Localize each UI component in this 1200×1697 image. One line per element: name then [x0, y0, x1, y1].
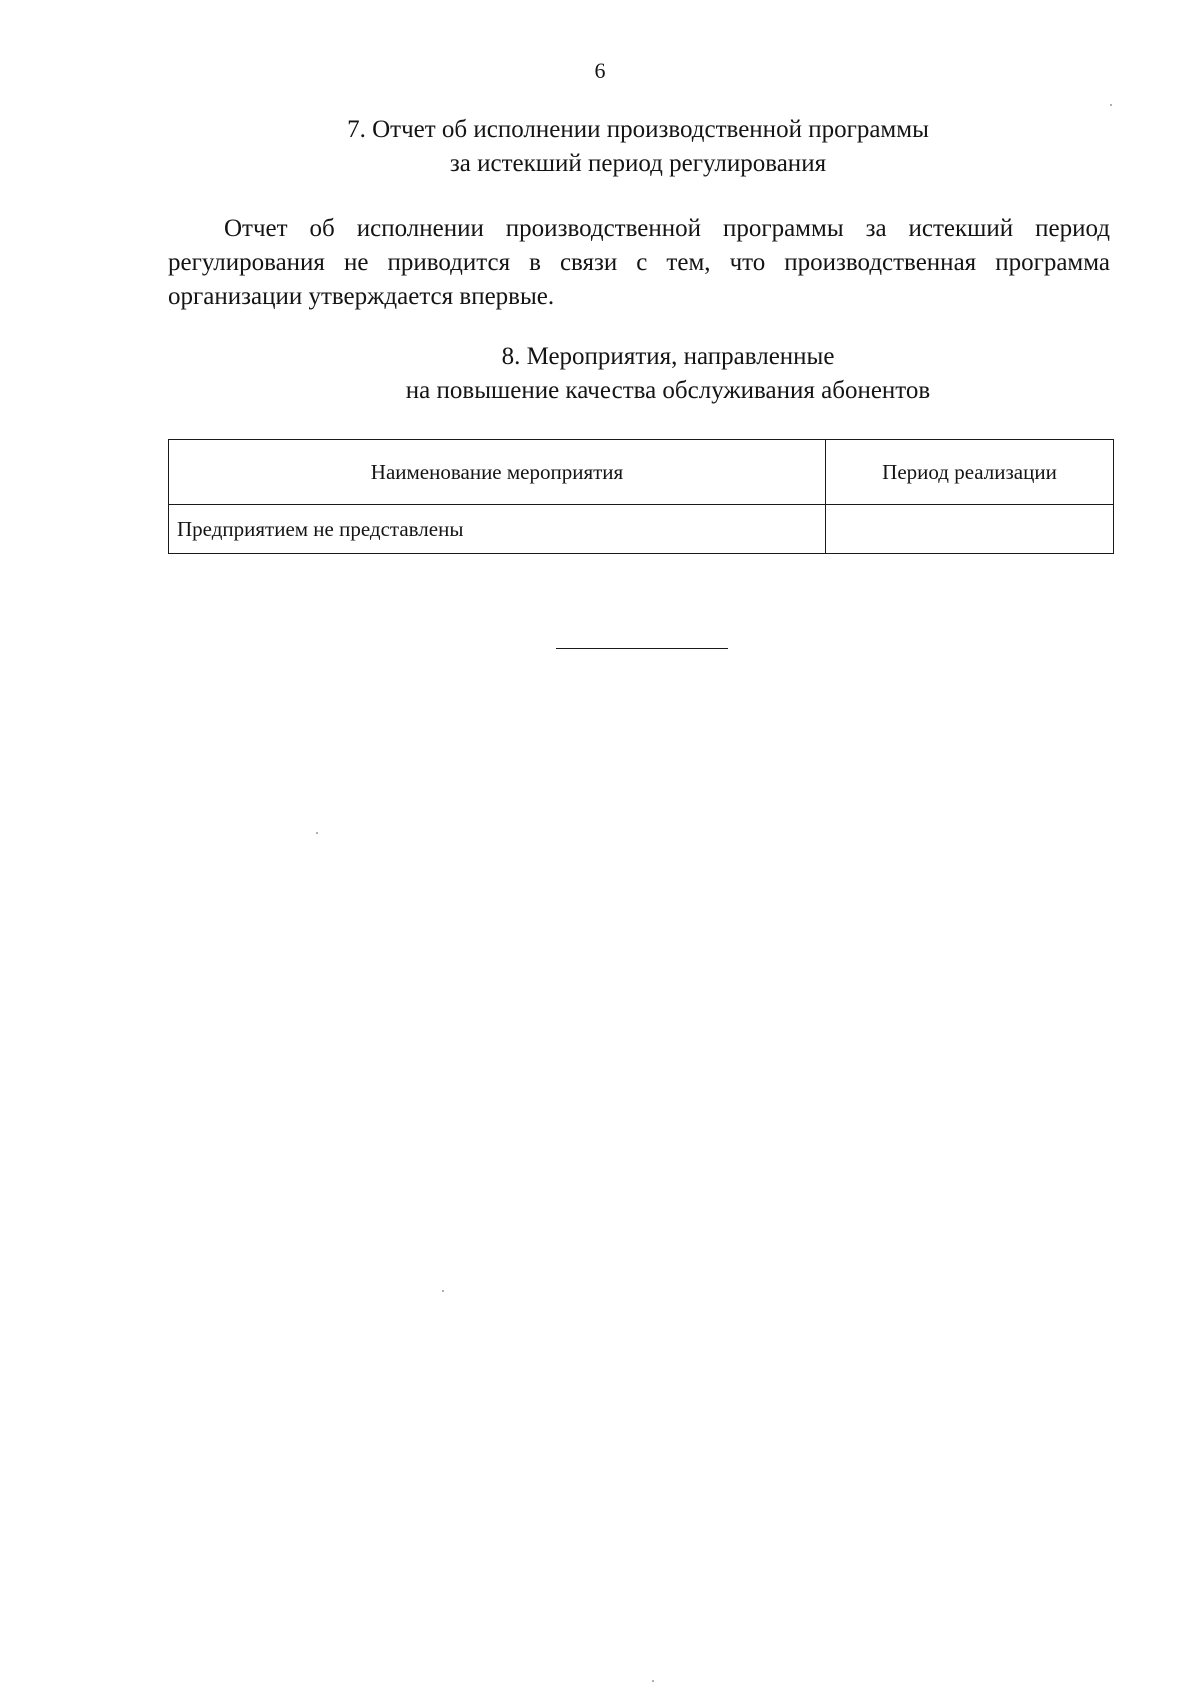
header-activity-name: Наименование мероприятия — [169, 440, 826, 505]
end-of-document-rule — [556, 648, 728, 649]
scan-speck — [316, 832, 318, 834]
section-8-heading — [308, 340, 1028, 408]
section-7-title-line-1: 7. Отчет об исполнении производственной программы — [347, 116, 929, 143]
section-7-title-line-2: за истекший период регулирования — [449, 150, 827, 177]
scan-speck — [442, 1290, 444, 1292]
section-7-paragraph: Отчет об исполнении производственной программы за истекший период регулирования не приводится в связи с тем, что производственная программа организации утверждается впервые. — [168, 215, 1110, 310]
table-row — [169, 505, 1114, 554]
section-8-title-line-1: 8. Мероприятия, направленные — [501, 343, 835, 370]
page-number: 6 — [594, 58, 606, 83]
cell-implementation-period — [826, 505, 1114, 554]
activities-table — [168, 439, 1114, 554]
section-8-title-line-2: на повышение качества обслуживания абонентов — [405, 377, 931, 404]
scan-speck — [1110, 104, 1112, 106]
table-header-row — [169, 440, 1114, 505]
header-implementation-period: Период реализации — [826, 440, 1114, 505]
cell-activity-name: Предприятием не представлены — [169, 505, 826, 554]
section-7-heading — [168, 113, 1108, 181]
scan-speck — [652, 1680, 654, 1682]
